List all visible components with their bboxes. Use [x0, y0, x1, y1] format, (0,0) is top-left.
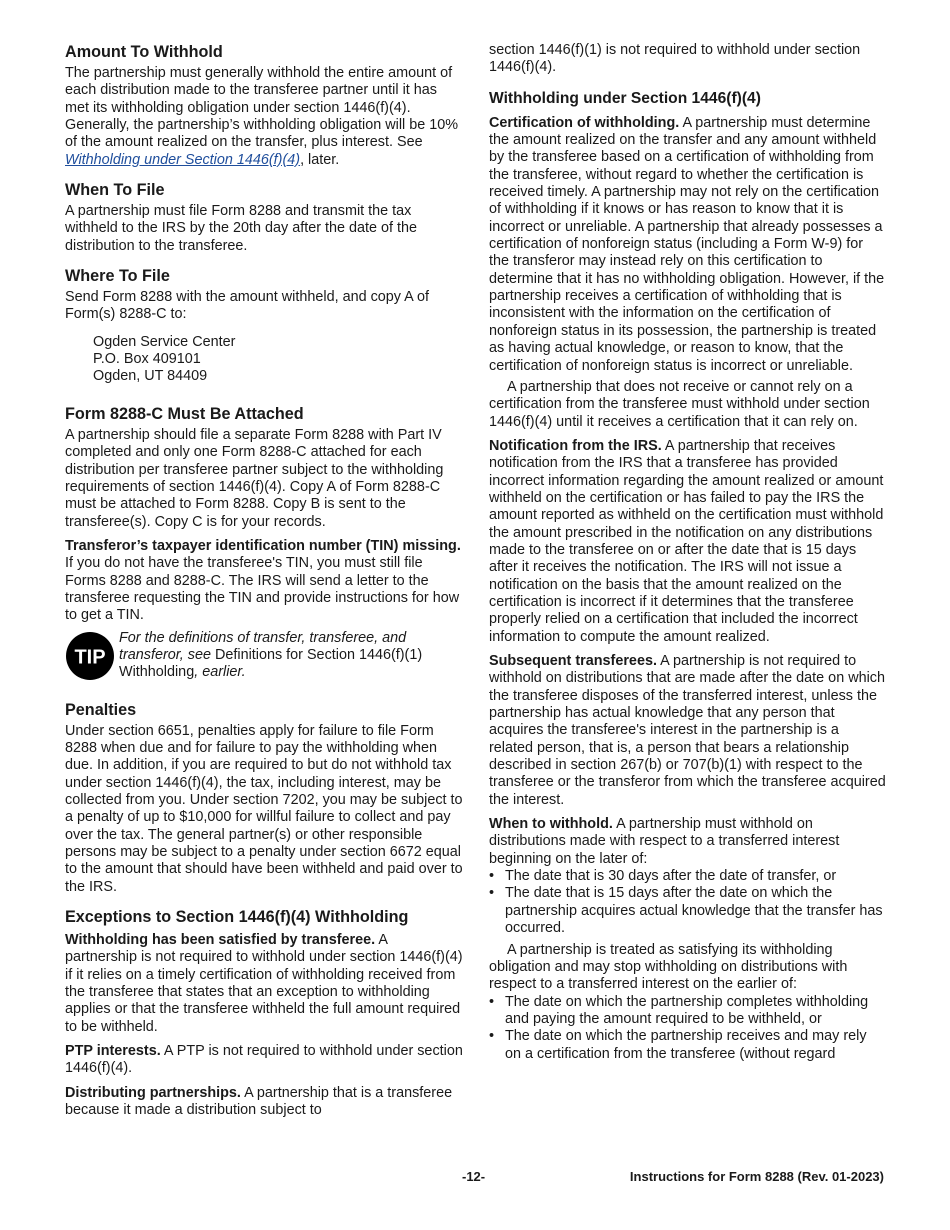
paragraph-where-to-file: Send Form 8288 with the amount withheld, and copy A of Form(s) 8288-C to: — [65, 289, 429, 323]
bullet-item: • The date on which the partnership receives and may rely on a certification from the transferee (without regard — [489, 1028, 867, 1062]
paragraph-notification: Notification from the IRS. A partnership that receives notification from the IRS that a transferee has provided incorrect information regarding the amount realized or amount withheld on the certification or has failed to pay the IRS the amount reported as withheld on the certification must withhold the amount prescribed in the notification on any distributions made to the transferee on or after the date that is 15 days after it receives the notification. The IRS will not issue a notification on the basis that the amount realized on the certification is incorrect if it determines that the transferee properly relied on a certification that included the incorrect information to compute the amount realized. — [489, 437, 884, 645]
mailing-address — [93, 334, 463, 386]
lead-tin-missing: Transferor’s taxpayer identification number (TIN) missing. — [65, 537, 461, 554]
left-column — [65, 42, 463, 1127]
section-amount-to-withhold — [65, 42, 463, 169]
heading-where-to-file: Where To File — [65, 267, 170, 286]
section-form-8288c — [65, 404, 463, 625]
paragraph-subsequent-transferees: Subsequent transferees. A partnership is not required to withhold on distributions that are made after the date on which the transferee disposes of the transferred interest, unless the partnership has actual knowledge that any person that acquires the transferee's interest in the partnership is a related person, that is, a person that bears a relationship described in section 267(b) or 707(b)(1) with respect to the transferee or the transferor from which the transferee acquired the interest. — [489, 653, 886, 808]
bullet-item: • The date on which the partnership completes withholding and paying the amount required to be withheld, or — [489, 993, 869, 1027]
address-line: Ogden Service Center — [93, 333, 236, 350]
paragraph-penalties: Under section 6651, penalties apply for failure to file Form 8288 when due and for failure to pay the withholding when due. In addition, if you are required to but do not withhold tax under section 1446(f)(4), the tax, including interest, may be collected from you. Under section 7202, you may be subject to a penalty of up to $10,000 for willful failure to collect and pay over the tax. The general partner(s) or other responsible persons may be subject to a penalty under section 6672 equal to the amount that should have been withheld and paid over to the IRS. — [65, 722, 463, 895]
right-column — [489, 42, 886, 1063]
tip-badge-label: TIP — [74, 646, 106, 669]
heading-withholding-under-section: Withholding under Section 1446(f)(4) — [489, 89, 761, 107]
page-number: -12- — [462, 1169, 486, 1184]
bullet-item: • The date that is 15 days after the date on which the partnership acquires actual knowledge that the transfer has occurred. — [489, 885, 883, 937]
paragraph-certification-2: A partnership that does not receive or cannot rely on a certification from the transferee must withhold under section 1446(f)(4) until it receives a certification that it can rely on. — [489, 378, 870, 430]
paragraph-form-8288c: A partnership should file a separate Form 8288 with Part IV completed and only one Form 8288-C attached for each distribution per transferee partner subject to the withholding requirements of section 1446(f)(4). Copy A of Form 8288-C must be attached to Form 8288. Copy B is sent to the transferee(s). Copy C is for your records. — [65, 426, 444, 530]
paragraph-ptp-interests: PTP interests. A PTP is not required to withhold under section 1446(f)(4). — [65, 1043, 463, 1077]
section-penalties — [65, 700, 463, 896]
paragraph-amount-to-withhold: The partnership must generally withhold the entire amount of each distribution made to the transferee partner until it has met its withholding obligation under section 1446(f)(4). Generally, the partnership’s withholding obligation will be 10% of the amount realized on the transfer, plus interest. See Withholding under Section 1446(f)(4), later. — [65, 65, 459, 168]
heading-penalties: Penalties — [65, 700, 137, 719]
heading-amount-to-withhold: Amount To Withhold — [65, 43, 223, 61]
tip-badge-icon — [65, 631, 115, 681]
paragraph-continuation: section 1446(f)(1) is not required to withhold under section 1446(f)(4). — [489, 42, 861, 76]
address-line: Ogden, UT 84409 — [93, 368, 208, 385]
paragraph-when-to-withhold: When to withhold. A partnership must withhold on distributions made with respect to a transferred interest beginning on the later of: — [489, 816, 840, 867]
paragraph-certification: Certification of withholding. A partnership must determine the amount realized on the transfer and any amount withheld by the transferee based on a certification of withholding from the transferee, without regard to whether the certification is received timely. A partnership may not rely on the certification of withholding if it knows or has reason to know that it is incorrect or unreliable. A partnership that already possesses a certification of nonforeign status (including a Form W-9) for the transferor may instead rely on this certification to determine that it has no withholding obligation. However, if the partnership receives a certification of withholding that is inconsistent with the information on the certification of nonforeign status in its possession, the partnership is treated as having actual knowledge, or reason to know, that the certification of nonforeign status is incorrect or unreliable. — [489, 114, 885, 374]
heading-when-to-file: When To File — [65, 181, 165, 200]
link-withholding-under-section[interactable]: Withholding under Section 1446(f)(4) — [65, 151, 301, 168]
paragraph-stop-withholding: A partnership is treated as satisfying its withholding obligation and may stop withholding on distributions with respect to a transferred interest on the earlier of: — [489, 941, 848, 993]
paragraph-distributing-partnerships: Distributing partnerships. A partnership that is a transferee because it made a distribution subject to — [65, 1084, 453, 1119]
section-where-to-file — [65, 266, 463, 386]
section-when-to-file — [65, 180, 463, 255]
heading-form-8288c: Form 8288-C Must Be Attached — [65, 404, 304, 423]
heading-exceptions: Exceptions to Section 1446(f)(4) Withholding — [65, 908, 409, 927]
paragraph-when-to-file: A partnership must file Form 8288 and transmit the tax withheld to the IRS by the 20th day after the date of the distribution to the transferee. — [65, 203, 418, 254]
paragraph-withholding-satisfied: Withholding has been satisfied by transferee. A partnership is not required to withhold under section 1446(f)(4) if it relies on a timely certification of withholding received from the transferee that states that an exception to withholding applies or that the transferee withheld the full amount required to be withheld. — [65, 932, 463, 1035]
address-line: P.O. Box 409101 — [93, 351, 201, 368]
tip-box — [65, 630, 463, 682]
form-reference: Instructions for Form 8288 (Rev. 01-2023) — [629, 1169, 884, 1184]
bullet-item: • The date that is 30 days after the date of transfer, or — [489, 868, 837, 885]
page-footer — [0, 1169, 950, 1189]
section-exceptions — [65, 907, 463, 1119]
tip-text: For the definitions of transfer, transferee, and transferor, see Definitions for Section 1446(f)(1) Withholding, earlier. — [119, 629, 423, 681]
paragraph-tin-missing: Transferor’s taxpayer identification number (TIN) missing. If you do not have the transferee's TIN, you must still file Forms 8288 and 8288-C. The IRS will send a letter to the transferee requesting the TIN and provide instructions for how to get a TIN. — [65, 537, 461, 624]
tip-reference: Definitions for Section 1446(f)(1) Withholding — [119, 646, 423, 681]
